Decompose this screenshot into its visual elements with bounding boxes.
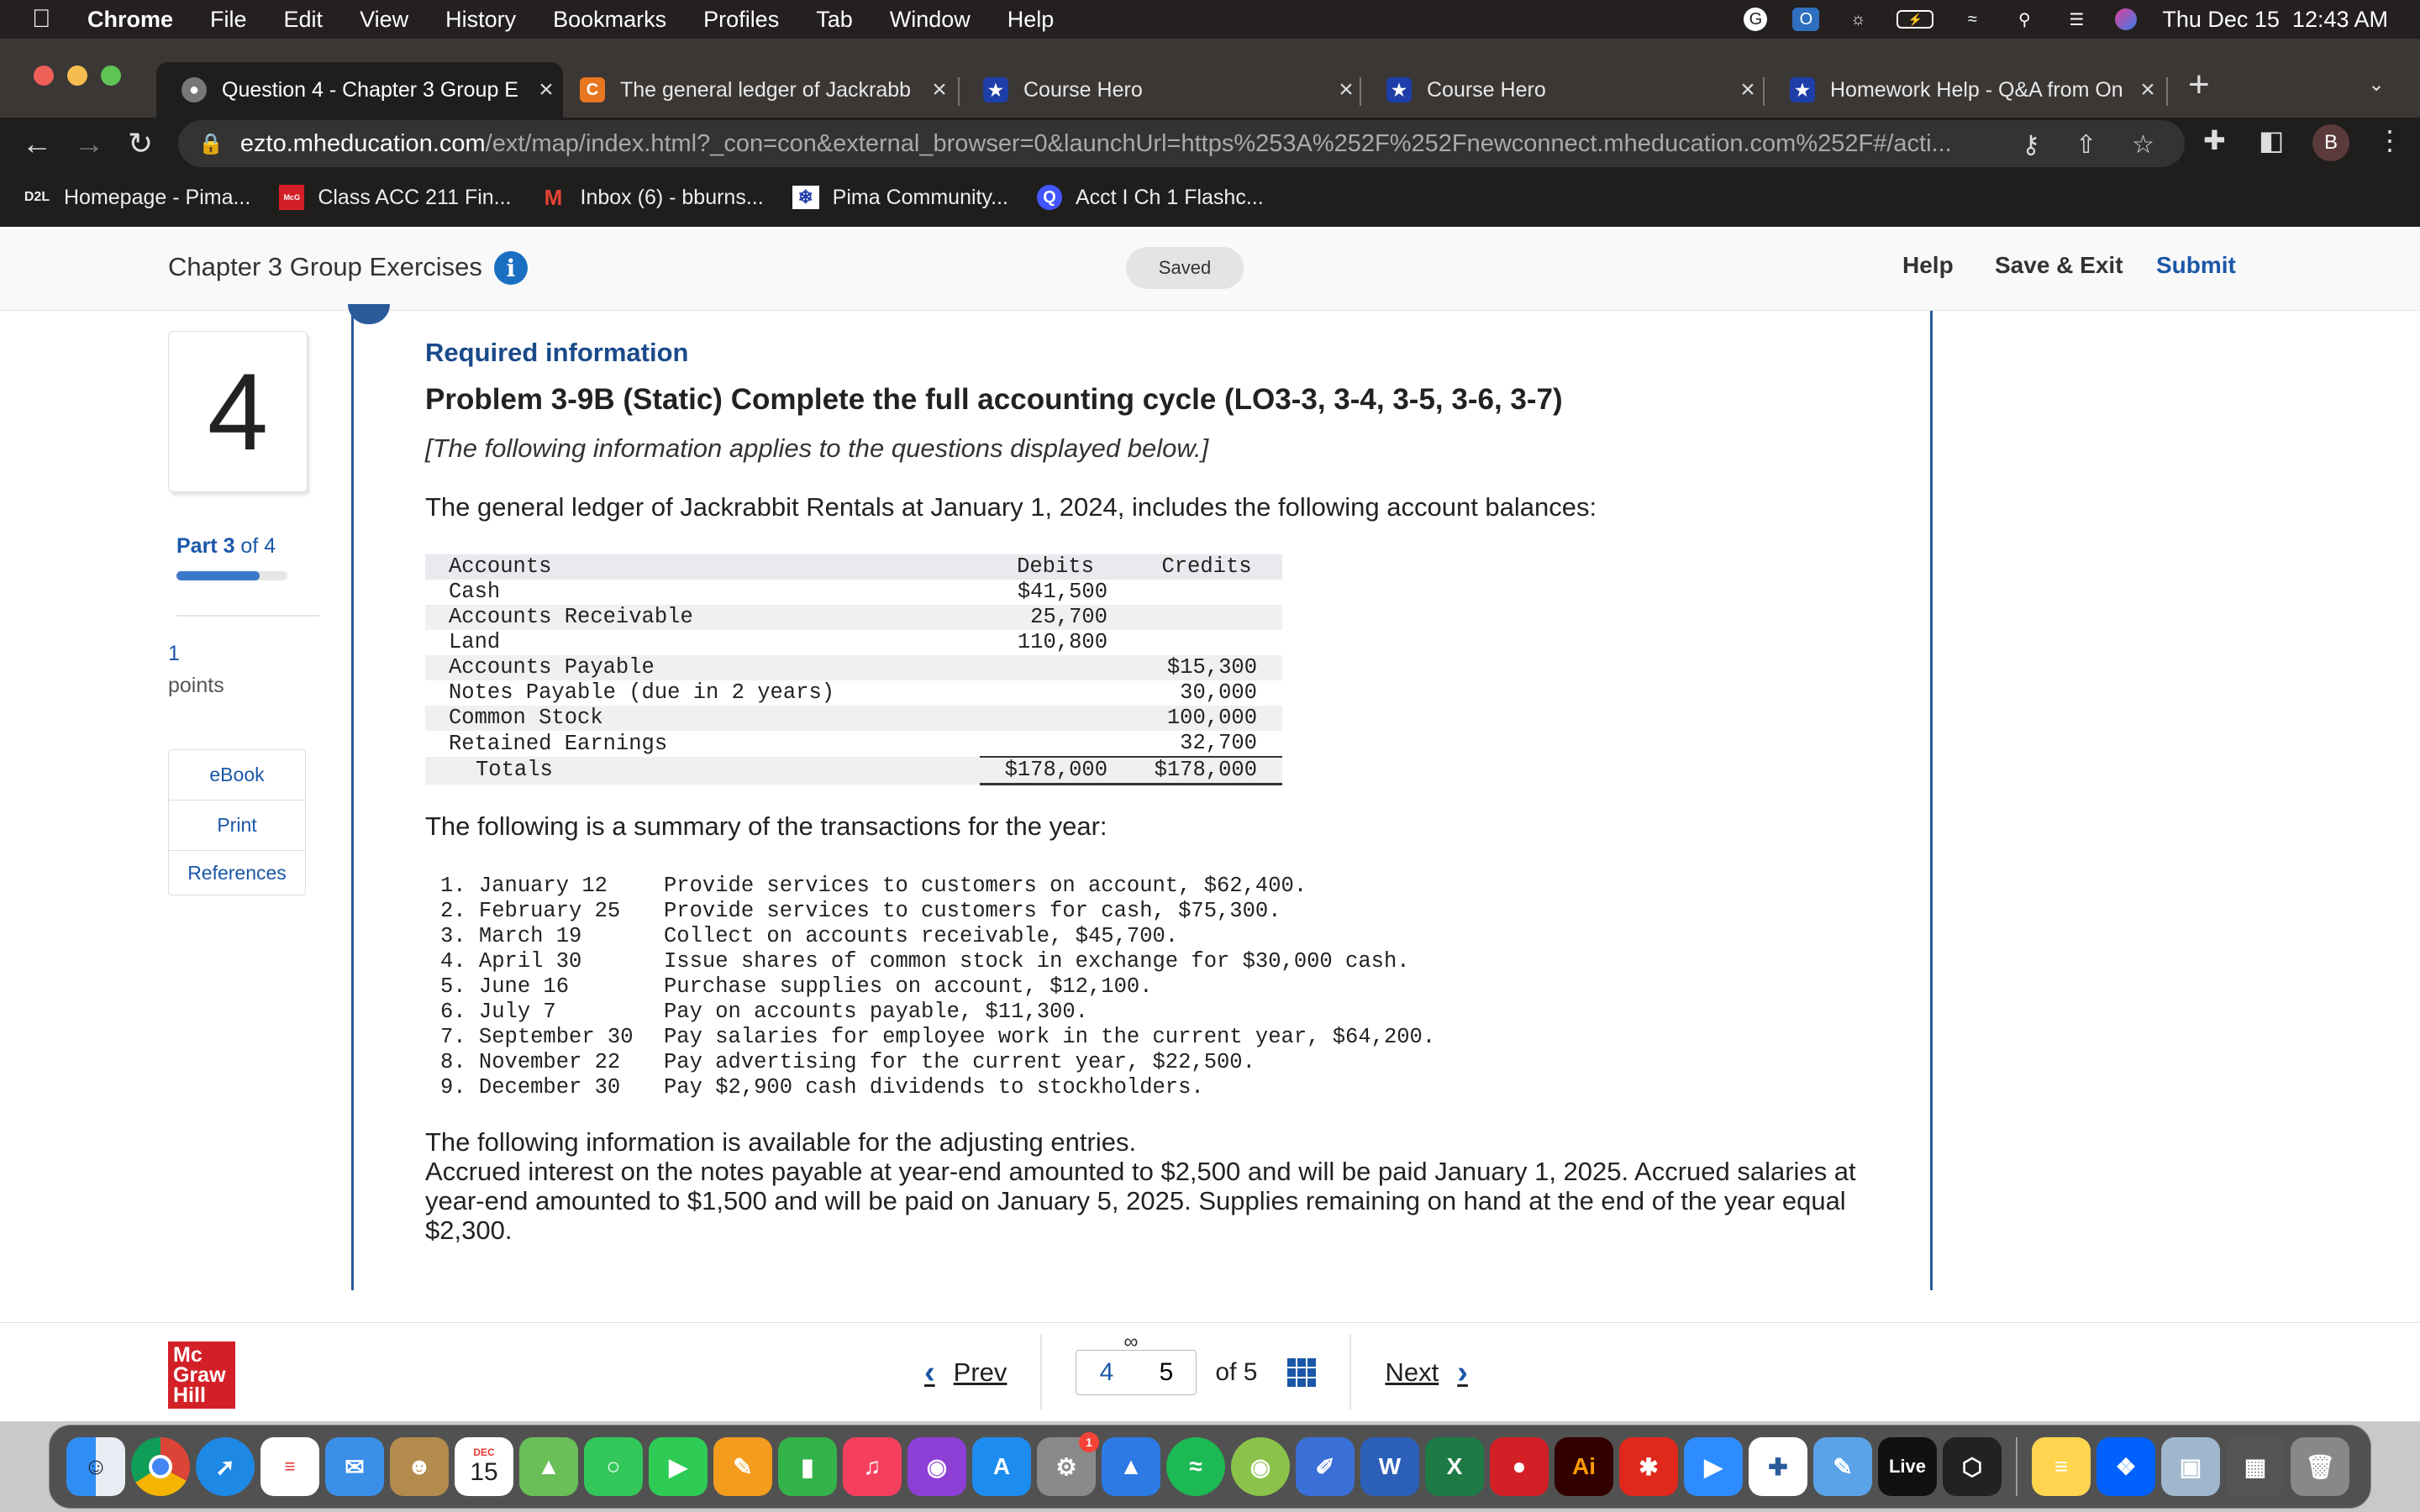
ledger-account: Accounts Payable <box>425 655 980 680</box>
zoom-icon[interactable]: ▶ <box>1684 1437 1743 1496</box>
assignment-header <box>0 227 2420 311</box>
gmail-icon: M <box>544 184 563 210</box>
current-page-number: 4 <box>1099 1358 1114 1386</box>
app-store-icon[interactable]: A <box>972 1437 1031 1496</box>
skitch-icon[interactable]: ✎ <box>1813 1437 1872 1496</box>
bookmark-class-acc-211[interactable] <box>279 185 511 210</box>
menu-app-chrome[interactable]: Chrome <box>87 6 174 32</box>
close-tab-icon[interactable]: × <box>539 76 554 103</box>
ledger-credit: $15,300 <box>1131 655 1282 680</box>
ledger-credit <box>1131 605 1282 630</box>
ledger-totals-label: Totals <box>425 757 980 785</box>
print-button[interactable]: Print <box>169 801 305 851</box>
menu-edit[interactable]: Edit <box>283 6 324 32</box>
back-arrow-icon[interactable]: ← <box>22 126 52 160</box>
part-progress-bar <box>176 571 287 580</box>
ledger-totals-row <box>425 757 1282 785</box>
acrobat-icon[interactable]: ✱ <box>1619 1437 1678 1496</box>
bookmark-label: Pima Community... <box>832 185 1008 209</box>
extensions-puzzle-icon[interactable]: ✚ <box>2203 125 2226 155</box>
close-tab-icon[interactable]: × <box>2140 76 2155 103</box>
mheducation-icon: ● <box>182 77 207 102</box>
transactions-summary-label: The following is a summary of the transactions for the year: <box>425 811 1107 841</box>
transaction-description: Pay $2,900 cash dividends to stockholders. <box>664 1075 1204 1100</box>
question-number-card: 4 <box>168 331 308 492</box>
ledger-row <box>425 655 1282 680</box>
window-controls <box>34 66 121 86</box>
menu-history[interactable]: History <box>445 6 517 32</box>
logo-line: Graw <box>173 1363 226 1387</box>
url-text[interactable] <box>240 130 1996 158</box>
quizlet-icon: Q <box>1037 185 1062 210</box>
close-tab-icon[interactable]: × <box>1740 76 1755 103</box>
bookmark-quizlet-flashcards[interactable] <box>1037 185 1264 210</box>
next-label: Next <box>1385 1357 1439 1387</box>
ableton-live-icon[interactable]: Live <box>1878 1437 1937 1496</box>
system-preferences-icon[interactable]: ⚙ 1 <box>1037 1437 1096 1496</box>
link-icon: ∞ <box>1123 1331 1139 1353</box>
ledger-debit: $41,500 <box>980 580 1131 605</box>
transaction-description: Collect on accounts receivable, $45,700. <box>664 924 1179 948</box>
page-total-label: of 5 <box>1215 1358 1258 1386</box>
transaction-description: Purchase supplies on account, $12,100. <box>664 974 1153 999</box>
key-icon[interactable]: ⚷ <box>2021 131 2040 159</box>
pages-icon[interactable]: ✎ <box>713 1437 772 1496</box>
transaction-item <box>440 1050 1435 1075</box>
calendar-day: 15 <box>470 1458 498 1486</box>
voice-recorder-icon[interactable]: ● <box>1490 1437 1549 1496</box>
contacts-icon[interactable]: ☻ <box>390 1437 449 1496</box>
preview-icon[interactable]: ▣ <box>2161 1437 2220 1496</box>
spotlight-search-icon[interactable]: ⚲ <box>2018 10 2031 29</box>
ledger-debit <box>980 680 1131 706</box>
problem-title: Problem 3-9B (Static) Complete the full accounting cycle (LO3-3, 3-4, 3-5, 3-6, 3-7) <box>425 383 1563 416</box>
save-exit-button[interactable]: Save & Exit <box>1995 252 2123 278</box>
sidebar-divider <box>176 615 319 617</box>
transaction-item <box>440 974 1435 1000</box>
bookmark-label: Homepage - Pima... <box>64 185 251 209</box>
ledger-account: Retained Earnings <box>425 731 980 757</box>
transaction-item <box>440 874 1435 899</box>
tab-title: Homework Help - Q&A from On <box>1830 77 2123 102</box>
chrome-icon[interactable] <box>131 1437 190 1496</box>
page-input-value: 5 <box>1159 1358 1174 1386</box>
pager-divider <box>1040 1335 1042 1410</box>
ledger-total-credits: $178,000 <box>1131 757 1282 785</box>
points-label: points <box>168 674 224 697</box>
ledger-account: Common Stock <box>425 706 980 731</box>
address-bar[interactable] <box>178 120 2185 167</box>
transaction-item <box>440 1000 1435 1025</box>
part-of-label: of 4 <box>234 534 276 558</box>
pager-divider <box>1349 1335 1351 1410</box>
spotify-icon[interactable]: ≈ <box>1166 1437 1225 1496</box>
part-indicator <box>176 534 276 559</box>
part-progress-fill <box>176 571 260 580</box>
excel-icon[interactable]: X <box>1425 1437 1484 1496</box>
menu-window[interactable]: Window <box>889 6 971 32</box>
browser-tab-strip <box>0 39 2420 118</box>
transaction-date: 5. June 16 <box>440 974 570 999</box>
ledger-row <box>425 731 1282 757</box>
tab-course-hero-2[interactable] <box>1361 62 1765 118</box>
messages-icon[interactable]: ○ <box>584 1437 643 1496</box>
siri-icon[interactable] <box>2115 8 2137 30</box>
notes-icon[interactable]: ≡ <box>2032 1437 2091 1496</box>
transactions-list <box>440 874 1435 1100</box>
bookmark-label: Acct I Ch 1 Flashc... <box>1075 185 1264 209</box>
new-tab-button[interactable]: + <box>2188 64 2210 105</box>
problem-subtitle: [The following information applies to the questions displayed below.] <box>425 433 1209 463</box>
assignment-title: Chapter 3 Group Exercises <box>168 252 482 281</box>
close-tab-icon[interactable]: × <box>1339 76 1354 103</box>
general-ledger-table <box>425 554 1282 785</box>
url-host: ezto.mheducation.com <box>239 129 486 157</box>
tab-divider <box>2166 77 2168 106</box>
bookmark-star-icon[interactable]: ☆ <box>2132 131 2154 159</box>
mail-icon[interactable]: ✉ <box>325 1437 384 1496</box>
bookmark-gmail-inbox[interactable] <box>540 186 764 210</box>
ledger-credit: 30,000 <box>1131 680 1282 706</box>
logo-line: Hill <box>173 1383 206 1407</box>
facetime-icon[interactable]: ▶ <box>649 1437 708 1496</box>
info-icon[interactable]: i <box>494 251 528 285</box>
ledger-credit <box>1131 580 1282 605</box>
macos-menu-bar <box>0 0 2420 39</box>
transaction-item <box>440 924 1435 949</box>
ebook-button[interactable]: eBook <box>169 750 305 801</box>
share-icon[interactable]: ⇧ <box>2075 131 2097 159</box>
dock-divider <box>2016 1437 2018 1496</box>
bookmark-label: Inbox (6) - bburns... <box>580 185 764 209</box>
zoom-window-button[interactable] <box>101 66 121 86</box>
saved-status-badge: Saved <box>1126 247 1244 289</box>
calendar-month: DEC <box>473 1446 495 1458</box>
menubar-clock[interactable]: Thu Dec 15 12:43 AM <box>2162 6 2388 32</box>
ledger-account: Cash <box>425 580 980 605</box>
transaction-description: Provide services to customers on account, $62,400. <box>664 874 1307 898</box>
part-label: Part 3 <box>176 534 235 558</box>
transaction-date: 8. November 22 <box>440 1050 621 1074</box>
menu-tab[interactable]: Tab <box>816 6 853 32</box>
transaction-date: 7. September 30 <box>440 1025 634 1049</box>
ledger-header-row <box>425 554 1282 580</box>
transaction-description: Issue shares of common stock in exchange for $30,000 cash. <box>664 949 1410 974</box>
transaction-description: Pay salaries for employee work in the current year, $64,200. <box>664 1025 1436 1049</box>
minimize-window-button[interactable] <box>67 66 87 86</box>
transaction-item <box>440 1075 1435 1100</box>
forward-arrow-icon[interactable]: → <box>74 126 104 160</box>
apple-menu-icon[interactable] <box>32 7 57 32</box>
ledger-debit: 25,700 <box>980 605 1131 630</box>
menu-bookmarks[interactable]: Bookmarks <box>553 6 667 32</box>
finder-icon[interactable]: ☺ <box>66 1437 125 1496</box>
assignment-page <box>0 227 2420 1421</box>
ledger-account: Accounts Receivable <box>425 605 980 630</box>
macos-dock <box>49 1425 2371 1509</box>
control-center-icon[interactable]: ☰ <box>2069 10 2085 29</box>
ledger-debit <box>980 655 1131 680</box>
transaction-date: 4. April 30 <box>440 949 582 974</box>
transaction-date: 1. January 12 <box>440 874 608 898</box>
ledger-row <box>425 580 1282 605</box>
transaction-date: 9. December 30 <box>440 1075 621 1100</box>
music-icon[interactable]: ♫ <box>843 1437 902 1496</box>
logo-line: Mc <box>173 1343 203 1367</box>
tab-title: Question 4 - Chapter 3 Group E <box>222 77 518 102</box>
reminders-icon[interactable]: ≡ <box>260 1437 319 1496</box>
menu-profiles[interactable]: Profiles <box>703 6 780 32</box>
keynote-icon[interactable]: ▲ <box>1102 1437 1160 1496</box>
creative-cloud-icon[interactable]: ☼ <box>1850 9 1866 29</box>
bookmarks-bar <box>0 168 2420 227</box>
tab-title: The general ledger of Jackrabb <box>620 77 912 102</box>
required-information-heading: Required information <box>425 338 689 367</box>
numbers-icon[interactable]: ▮ <box>778 1437 837 1496</box>
notification-badge: 1 <box>1079 1432 1099 1452</box>
ledger-total-debits: $178,000 <box>980 757 1131 785</box>
bookmark-pima-community[interactable] <box>792 186 1008 210</box>
outlook-icon[interactable]: O <box>1792 8 1819 31</box>
trash-icon[interactable]: 🗑 <box>2291 1437 2349 1496</box>
pen-tool-icon[interactable]: ✐ <box>1296 1437 1355 1496</box>
ledger-row <box>425 605 1282 630</box>
macos-dock-area <box>0 1421 2420 1512</box>
reload-icon[interactable]: ↻ <box>128 126 154 160</box>
browser-toolbar <box>0 118 2420 168</box>
chegg-icon: C <box>580 77 605 102</box>
close-window-button[interactable] <box>34 66 54 86</box>
prev-button[interactable] <box>924 1355 1007 1391</box>
ledger-debit <box>980 731 1131 757</box>
grammarly-icon[interactable]: G <box>1744 8 1767 31</box>
tab-search-chevron-icon[interactable]: ⌄ <box>2368 73 2386 96</box>
mcgraw-hill-logo <box>168 1341 235 1409</box>
prev-label: Prev <box>953 1357 1007 1387</box>
menu-help[interactable]: Help <box>1007 6 1055 32</box>
points-value: 1 <box>168 642 180 665</box>
tab-course-hero-1[interactable] <box>958 62 1363 118</box>
wifi-icon[interactable]: ≈ <box>1967 9 1977 29</box>
downloads-stack-icon[interactable]: ▦ <box>2226 1437 2285 1496</box>
ledger-row <box>425 680 1282 706</box>
ledger-row <box>425 630 1282 655</box>
help-link[interactable]: Help <box>1902 252 1954 278</box>
ledger-header-debits: Debits <box>980 554 1131 580</box>
tab-title: Course Hero <box>1427 77 1546 102</box>
coursehero-icon: ★ <box>1790 77 1815 102</box>
transaction-description: Pay on accounts payable, $11,300. <box>664 1000 1088 1024</box>
bookmark-label: Class ACC 211 Fin... <box>318 185 512 209</box>
ledger-row <box>425 706 1282 731</box>
transaction-date: 2. February 25 <box>440 899 621 923</box>
references-button[interactable]: References <box>187 861 287 884</box>
tableau-icon[interactable]: ✚ <box>1749 1437 1807 1496</box>
ledger-header-accounts: Accounts <box>425 554 980 580</box>
question-pager <box>924 1323 1468 1422</box>
ledger-credit: 100,000 <box>1131 706 1282 731</box>
transaction-description: Provide services to customers for cash, $75,300. <box>664 899 1281 923</box>
chrome-canary-icon[interactable]: ◉ <box>1231 1437 1290 1496</box>
tab-question-4[interactable] <box>156 62 563 118</box>
transaction-item <box>440 899 1435 924</box>
page-number-input[interactable] <box>1076 1331 1197 1395</box>
battery-icon[interactable]: ⚡ <box>1897 10 1933 29</box>
adjusting-details: Accrued interest on the notes payable at year-end amounted to $2,500 and will be paid January 1, 2025. Accrued salaries at year-end amounted to $1,500 and will be paid on January 5, 2025. Supplies remaining on hand at the end of the year equal $2,300. <box>425 1157 1856 1245</box>
url-path: /ext/map/index.html?_con=con&external_browser=0&launchUrl=https%253A%252F%252Fnewconnect.mheducation.com%252F#/acti... <box>485 129 1952 157</box>
d2l-icon: D2L <box>24 190 50 204</box>
ledger-debit <box>980 706 1131 731</box>
mcgrawhill-icon: McG <box>279 185 304 210</box>
chrome-menu-kebab-icon[interactable]: ⋮ <box>2376 125 2403 155</box>
side-panel-icon[interactable]: ◧ <box>2259 125 2285 155</box>
resource-buttons <box>168 749 306 895</box>
tab-title: Course Hero <box>1023 77 1143 102</box>
ledger-header-credits: Credits <box>1131 554 1282 580</box>
next-button[interactable] <box>1385 1355 1467 1391</box>
ledger-account: Notes Payable (due in 2 years) <box>425 680 980 706</box>
profile-avatar[interactable]: B <box>2312 124 2349 161</box>
ledger-intro-text: The general ledger of Jackrabbit Rentals at January 1, 2024, includes the following account balances: <box>425 492 1597 522</box>
adjusting-intro: The following information is available for the adjusting entries. <box>425 1127 1137 1157</box>
lock-icon[interactable]: 🔒 <box>198 132 224 155</box>
menu-file[interactable]: File <box>210 6 247 32</box>
transaction-item <box>440 1025 1435 1050</box>
calendar-icon[interactable] <box>455 1437 513 1496</box>
unity-icon[interactable]: ⬡ <box>1943 1437 2002 1496</box>
menu-view[interactable]: View <box>360 6 409 32</box>
transaction-date: 3. March 19 <box>440 924 582 948</box>
transaction-item <box>440 949 1435 974</box>
close-tab-icon[interactable]: × <box>932 76 947 103</box>
ledger-account: Land <box>425 630 980 655</box>
assignment-footer <box>0 1322 2420 1421</box>
podcasts-icon[interactable]: ◉ <box>908 1437 966 1496</box>
adjusting-entries-info <box>425 1127 1870 1245</box>
safari-icon[interactable]: ➚ <box>196 1437 255 1496</box>
coursehero-icon: ★ <box>983 77 1008 102</box>
tab-homework-help[interactable] <box>1765 62 2165 118</box>
ledger-debit: 110,800 <box>980 630 1131 655</box>
tab-general-ledger[interactable] <box>555 62 956 118</box>
maps-icon[interactable]: ▲ <box>519 1437 578 1496</box>
word-icon[interactable]: W <box>1360 1437 1419 1496</box>
chevron-right-icon: › <box>1457 1354 1468 1390</box>
bookmark-d2l-homepage[interactable] <box>24 186 250 210</box>
submit-button[interactable]: Submit <box>2156 252 2236 278</box>
ledger-credit: 32,700 <box>1131 731 1282 757</box>
question-grid-icon[interactable] <box>1287 1358 1316 1387</box>
dropbox-icon[interactable]: ❖ <box>2096 1437 2155 1496</box>
transaction-description: Pay advertising for the current year, $22,500. <box>664 1050 1255 1074</box>
pima-icon: ❄ <box>792 186 819 209</box>
chevron-left-icon: ‹ <box>924 1354 935 1390</box>
coursehero-icon: ★ <box>1386 77 1412 102</box>
ledger-credit <box>1131 630 1282 655</box>
illustrator-icon[interactable]: Ai <box>1555 1437 1613 1496</box>
transaction-date: 6. July 7 <box>440 1000 556 1024</box>
